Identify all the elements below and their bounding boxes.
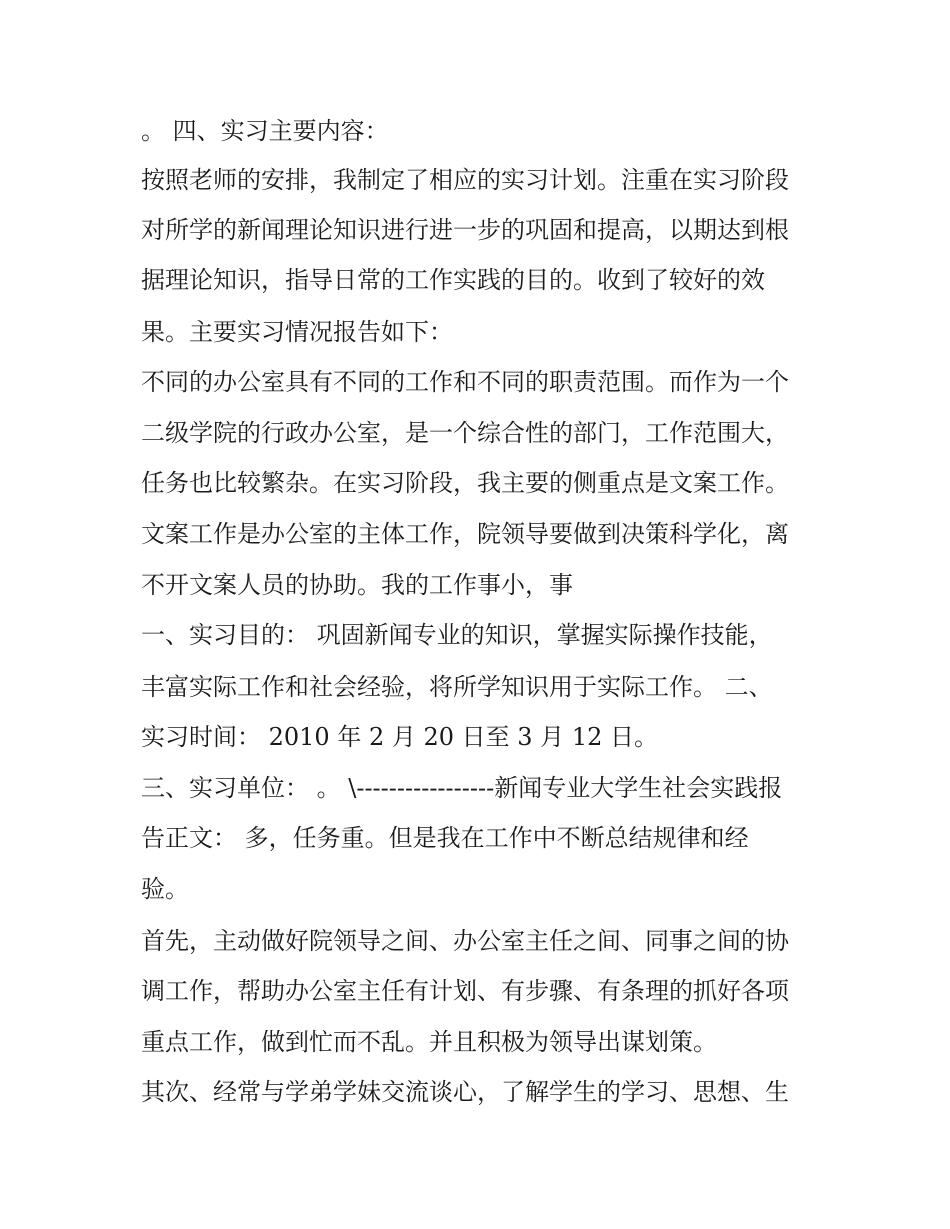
text-line: 三、实习单位： 。 \-----------------新闻专业大学生社会实践报 bbox=[141, 774, 783, 802]
text-line: 二级学院的行政办公室，是一个综合性的部门，工作范围大， bbox=[141, 419, 789, 447]
text-line: 调工作，帮助办公室主任有计划、有步骤、有条理的抓好各项 bbox=[141, 977, 789, 1005]
text-line: 不开文案人员的协助。我的工作事小，事 bbox=[141, 571, 573, 599]
text-line: 按照老师的安排，我制定了相应的实习计划。注重在实习阶段 bbox=[141, 166, 789, 194]
text-line: 文案工作是办公室的主体工作，院领导要做到决策科学化，离 bbox=[141, 520, 789, 548]
text-line: 一、实习目的： 巩固新闻专业的知识，掌握实际操作技能， bbox=[141, 621, 773, 649]
text-line: 据理论知识，指导日常的工作实践的目的。收到了较好的效 bbox=[141, 266, 765, 294]
text-line: 重点工作，做到忙而不乱。并且积极为领导出谋划策。 bbox=[141, 1028, 717, 1056]
text-line: 其次、经常与学弟学妹交流谈心，了解学生的学习、思想、生 bbox=[141, 1078, 789, 1106]
text-line: 实习时间： 2010 年 2 月 20 日至 3 月 12 日。 bbox=[141, 723, 658, 751]
text-line: 任务也比较繁杂。在实习阶段，我主要的侧重点是文案工作。 bbox=[141, 469, 789, 497]
text-line: 验。 bbox=[141, 875, 189, 903]
text-line: 。 四、实习主要内容： bbox=[141, 117, 389, 145]
text-line: 对所学的新闻理论知识进行进一步的巩固和提高，以期达到根 bbox=[141, 216, 789, 244]
text-line: 丰富实际工作和社会经验，将所学知识用于实际工作。 二、 bbox=[141, 673, 773, 701]
text-line: 不同的办公室具有不同的工作和不同的职责范围。而作为一个 bbox=[141, 368, 789, 396]
text-line: 首先，主动做好院领导之间、办公室主任之间、同事之间的协 bbox=[141, 927, 789, 955]
text-line: 告正文： 多，任务重。但是我在工作中不断总结规律和经 bbox=[141, 824, 749, 852]
text-line: 果。主要实习情况报告如下： bbox=[141, 318, 453, 346]
